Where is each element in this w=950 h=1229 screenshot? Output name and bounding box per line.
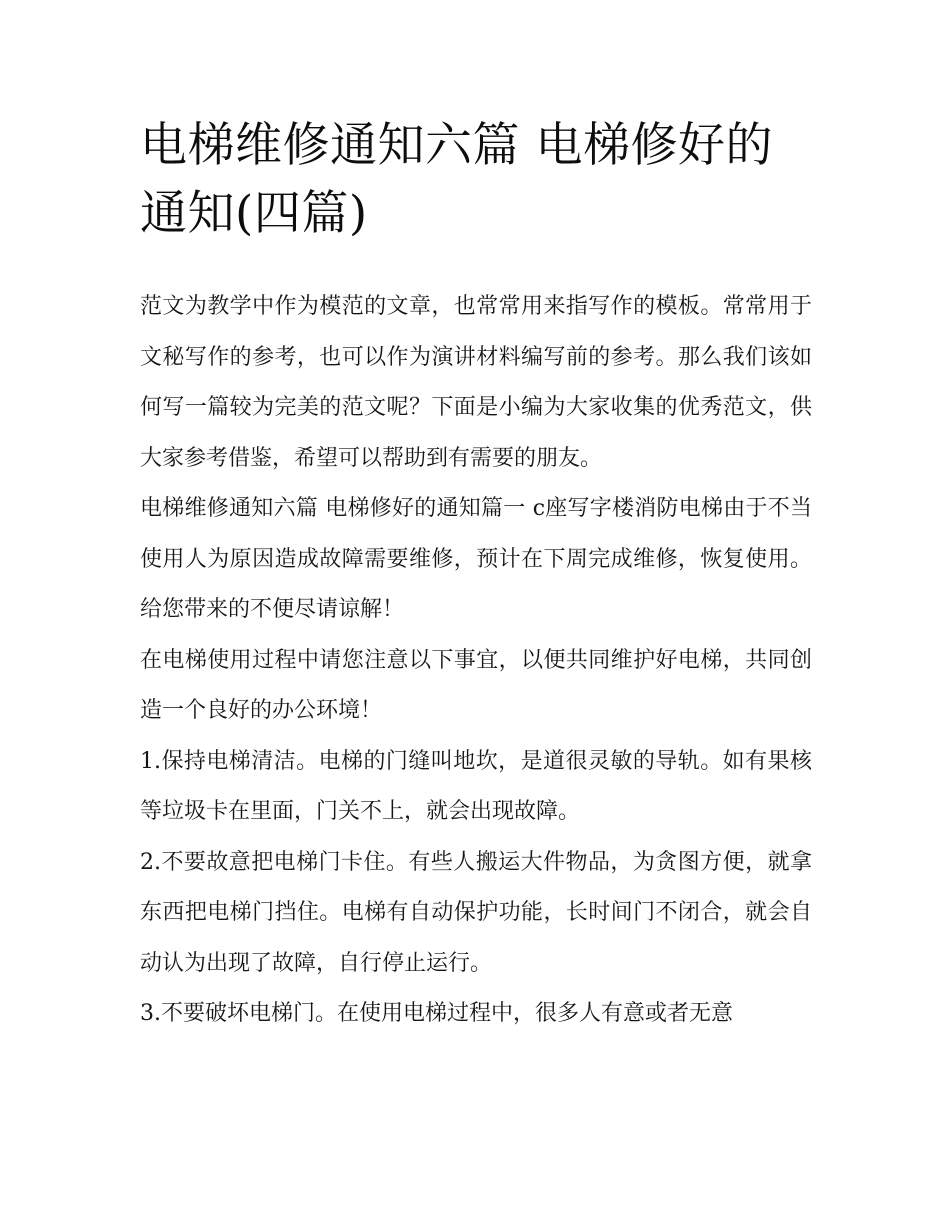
- document-title: 电梯维修通知六篇 电梯修好的通知(四篇): [140, 118, 773, 241]
- item-1-paragraph: 1.保持电梯清洁。电梯的门缝叫地坎，是道很灵敏的导轨。如有果核等垃圾卡在里面，门关不上，就会出现故障。: [140, 748, 812, 824]
- intro-paragraph: 范文为教学中作为模范的文章，也常常用来指写作的模板。常常用于文秘写作的参考，也可以作为演讲材料编写前的参考。那么我们该如何写一篇较为完美的范文呢？下面是小编为大家收集的优秀范文，供大家参考借鉴，希望可以帮助到有需要的朋友。: [140, 294, 812, 471]
- notice-paragraph: 电梯维修通知六篇 电梯修好的通知篇一 c座写字楼消防电梯由于不当使用人为原因造成故障需要维修，预计在下周完成维修，恢复使用。给您带来的不便尽请谅解！: [140, 496, 812, 622]
- reminder-paragraph: 在电梯使用过程中请您注意以下事宜，以便共同维护好电梯，共同创造一个良好的办公环境！: [140, 647, 812, 723]
- document-body: [140, 112, 815, 1040]
- item-2-paragraph: 2.不要故意把电梯门卡住。有些人搬运大件物品，为贪图方便，就拿东西把电梯门挡住。电梯有自动保护功能，长时间门不闭合，就会自动认为出现了故障，自行停止运行。: [140, 849, 812, 976]
- item-3-paragraph: 3.不要破坏电梯门。在使用电梯过程中，很多人有意或者无意: [140, 1001, 733, 1026]
